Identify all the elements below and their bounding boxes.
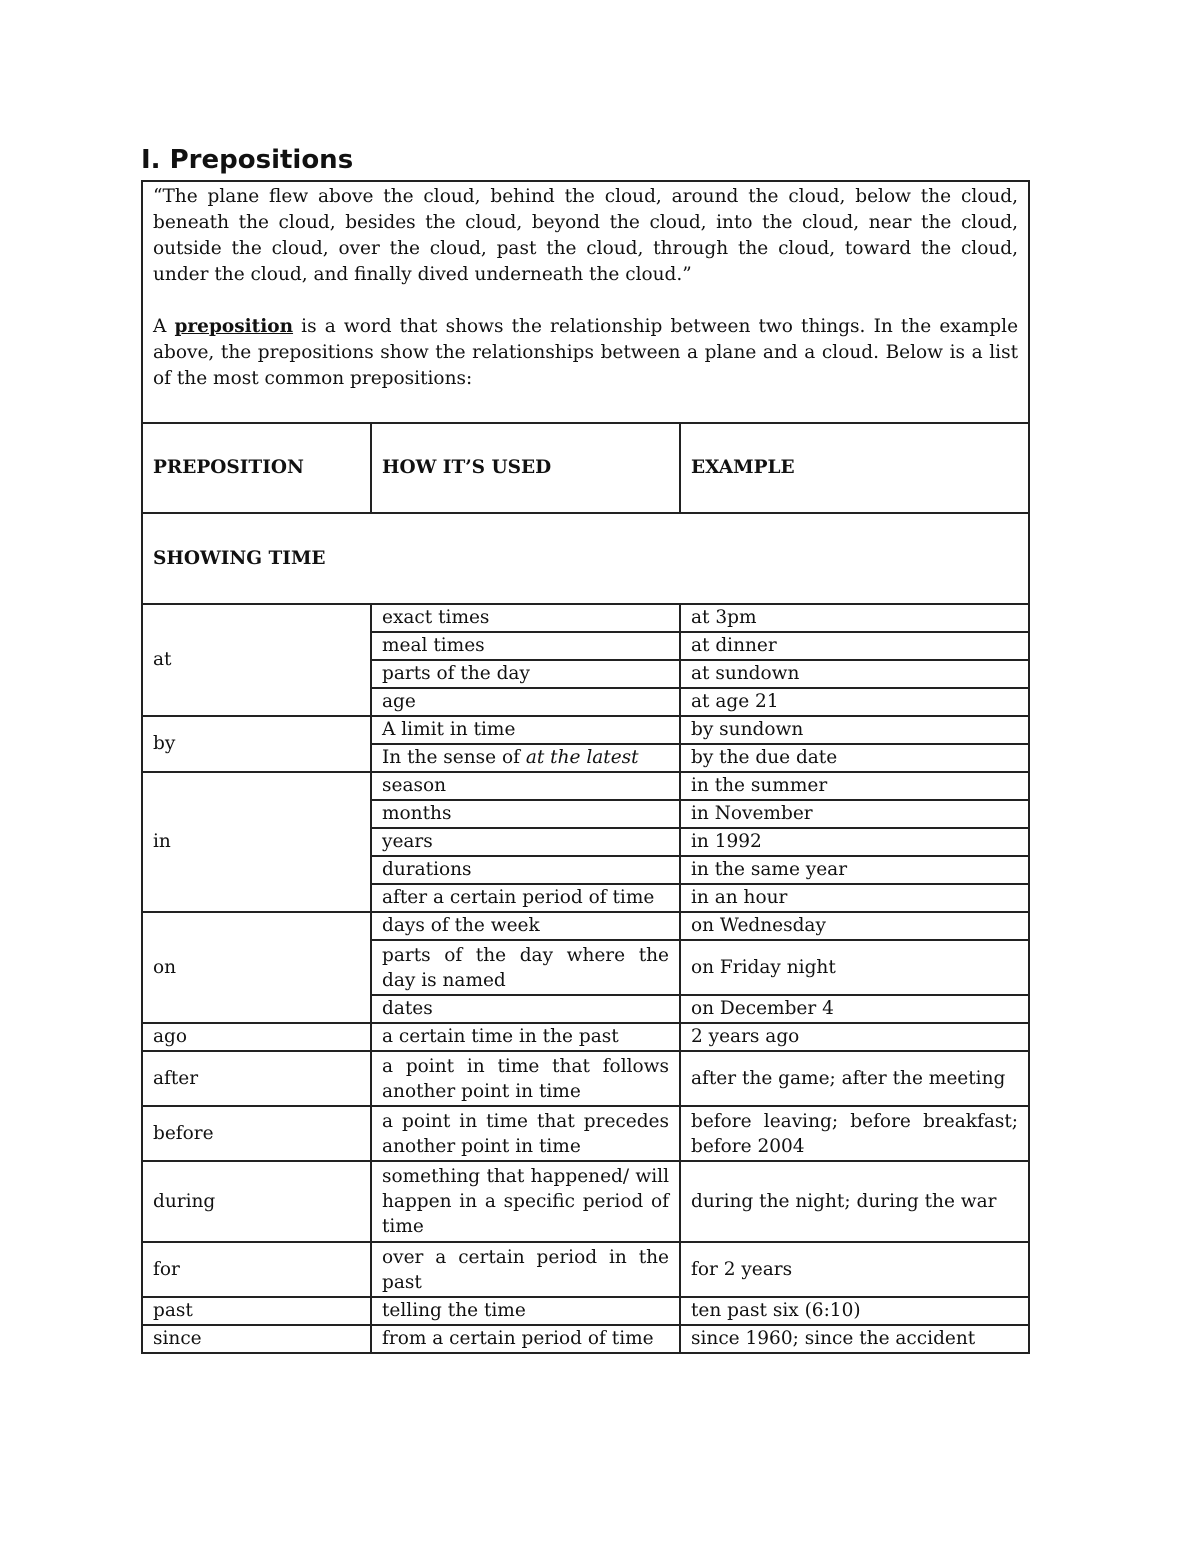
intro-quote: “The plane flew above the cloud, behind the cloud, around the cloud, below the cloud, beneath the cloud, besides the cloud, beyond the cloud, into the cloud, near the cloud, outside the cloud, over the cloud, past the cloud, through the cloud, toward the cloud, under the cloud, and finally dived underneath the cloud.”: [153, 186, 1019, 285]
usage-cell: [371, 744, 680, 772]
preposition-cell: by: [142, 716, 371, 772]
preposition-cell: on: [142, 912, 371, 1023]
usage-cell: parts of the day where the day is named: [371, 940, 680, 995]
usage-cell: A limit in time: [371, 716, 680, 744]
section-title: SHOWING TIME: [142, 513, 1029, 604]
preposition-cell: during: [142, 1161, 371, 1242]
example-cell: by sundown: [680, 716, 1029, 744]
example-cell: in November: [680, 800, 1029, 828]
example-cell: for 2 years: [680, 1242, 1029, 1297]
example-cell: ten past six (6:10): [680, 1297, 1029, 1325]
preposition-cell: past: [142, 1297, 371, 1325]
example-cell: since 1960; since the accident: [680, 1325, 1029, 1353]
preposition-cell: after: [142, 1051, 371, 1106]
definition-text: is a word that shows the relationship between two things. In the example above, the prepositions show the relationships between a plane and a cloud. Below is a list of the most common prepositions:: [153, 316, 1019, 389]
example-cell: on Wednesday: [680, 912, 1029, 940]
usage-cell: days of the week: [371, 912, 680, 940]
example-cell: in the summer: [680, 772, 1029, 800]
example-cell: at 3pm: [680, 604, 1029, 632]
section-row: [142, 513, 1029, 604]
usage-cell: meal times: [371, 632, 680, 660]
usage-cell: years: [371, 828, 680, 856]
table-row: [142, 1023, 1029, 1051]
usage-cell: season: [371, 772, 680, 800]
header-how-used: HOW IT’S USED: [371, 423, 680, 513]
example-cell: before leaving; before breakfast; before 2004: [680, 1106, 1029, 1161]
usage-cell: exact times: [371, 604, 680, 632]
table-row: [142, 1325, 1029, 1353]
intro-row: [142, 181, 1029, 423]
usage-cell: dates: [371, 995, 680, 1023]
example-cell: at dinner: [680, 632, 1029, 660]
prepositions-table: [141, 180, 1030, 1354]
table-row: [142, 1106, 1029, 1161]
usage-cell: over a certain period in the past: [371, 1242, 680, 1297]
example-cell: in an hour: [680, 884, 1029, 912]
table-row: [142, 604, 1029, 632]
example-cell: at sundown: [680, 660, 1029, 688]
example-cell: during the night; during the war: [680, 1161, 1029, 1242]
usage-cell: durations: [371, 856, 680, 884]
table-row: [142, 772, 1029, 800]
table-row: [142, 1297, 1029, 1325]
definition-term: preposition: [174, 316, 294, 337]
example-cell: at age 21: [680, 688, 1029, 716]
usage-cell: after a certain period of time: [371, 884, 680, 912]
header-example: EXAMPLE: [680, 423, 1029, 513]
usage-cell: parts of the day: [371, 660, 680, 688]
usage-text: In the sense of: [382, 747, 526, 768]
example-cell: on Friday night: [680, 940, 1029, 995]
example-cell: in 1992: [680, 828, 1029, 856]
preposition-cell: since: [142, 1325, 371, 1353]
header-row: [142, 423, 1029, 513]
definition-prefix: A: [153, 316, 175, 337]
example-cell: 2 years ago: [680, 1023, 1029, 1051]
example-cell: after the game; after the meeting: [680, 1051, 1029, 1106]
definition-paragraph: [153, 314, 1018, 392]
usage-cell: a certain time in the past: [371, 1023, 680, 1051]
example-cell: in the same year: [680, 856, 1029, 884]
usage-cell: age: [371, 688, 680, 716]
table-row: [142, 716, 1029, 744]
usage-cell: a point in time that follows another point in time: [371, 1051, 680, 1106]
table-row: [142, 912, 1029, 940]
preposition-cell: at: [142, 604, 371, 716]
table-row: [142, 1051, 1029, 1106]
usage-cell: a point in time that precedes another point in time: [371, 1106, 680, 1161]
header-preposition: PREPOSITION: [142, 423, 371, 513]
usage-cell: months: [371, 800, 680, 828]
preposition-cell: for: [142, 1242, 371, 1297]
usage-cell: from a certain period of time: [371, 1325, 680, 1353]
preposition-cell: ago: [142, 1023, 371, 1051]
example-cell: by the due date: [680, 744, 1029, 772]
preposition-cell: before: [142, 1106, 371, 1161]
usage-italic-text: at the latest: [525, 747, 639, 768]
table-row: [142, 1161, 1029, 1242]
table-row: [142, 1242, 1029, 1297]
intro-cell: [142, 181, 1029, 423]
example-cell: on December 4: [680, 995, 1029, 1023]
preposition-cell: in: [142, 772, 371, 912]
usage-cell: something that happened/ will happen in a specific period of time: [371, 1161, 680, 1242]
usage-cell: telling the time: [371, 1297, 680, 1325]
page-title: I. Prepositions: [141, 145, 354, 175]
